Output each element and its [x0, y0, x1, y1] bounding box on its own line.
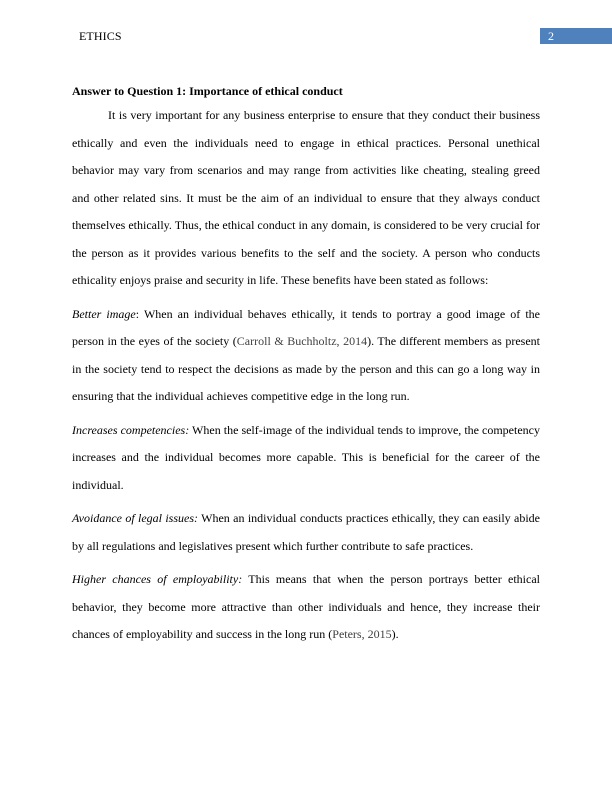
benefit-paragraph-competencies: [72, 417, 540, 500]
benefit-paragraph-employability: [72, 566, 540, 649]
benefit-term: Avoidance of legal issues:: [72, 511, 199, 525]
benefit-paragraph-legal-issues: [72, 505, 540, 560]
benefit-text: This means that when the person portrays better ethical behavior, they become more attractive than other individuals and hence, they increase their chances of employability and success in the long run (: [72, 572, 540, 641]
page-number: 2: [540, 28, 612, 44]
document-body: [72, 80, 540, 649]
benefit-text: When the self-image of the individual tends to improve, the competency increases and the individual becomes more capable. This is beneficial for the career of the individual.: [72, 422, 540, 492]
benefit-separator: :: [135, 306, 144, 321]
benefit-text-continued: ).: [391, 627, 399, 641]
running-head: ETHICS: [79, 29, 122, 43]
intro-paragraph: It is very important for any business enterprise to ensure that they conduct their business ethically and even the individuals need to engage in ethical practices. Personal unethical behavior may vary from scenarios and may range from activities like cheating, stealing greed and other related sins. It must be the aim of an individual to ensure that they always conduct themselves ethically. Thus, the ethical conduct in any domain, is considered to be very crucial for the person as it provides various benefits to the self and the society. A person who conducts ethicality enjoys praise and security in life. These benefits have been stated as follows:: [72, 108, 540, 287]
citation: Peters, 2015: [332, 627, 392, 641]
benefit-text-continued: ). The different members as present in the society tend to respect the decisions as made by the person and this can go a long way in ensuring that the individual achieves competitive edge in the long run.: [72, 334, 540, 403]
benefit-text: When an individual conducts practices ethically, they can easily abide by all regulations and legislatives present which further contribute to safe practices.: [72, 511, 540, 553]
benefit-text: When an individual behaves ethically, it tends to portray a good image of the person in the eyes of the society (: [72, 306, 540, 348]
section-heading: Answer to Question 1: Importance of ethical conduct: [72, 84, 343, 98]
benefit-term: Increases competencies:: [72, 422, 190, 437]
benefit-term: Higher chances of employability:: [72, 572, 243, 586]
benefit-paragraph-better-image: [72, 301, 540, 411]
benefit-term: Better image: [72, 306, 136, 321]
citation: Carroll & Buchholtz, 2014: [236, 334, 368, 348]
